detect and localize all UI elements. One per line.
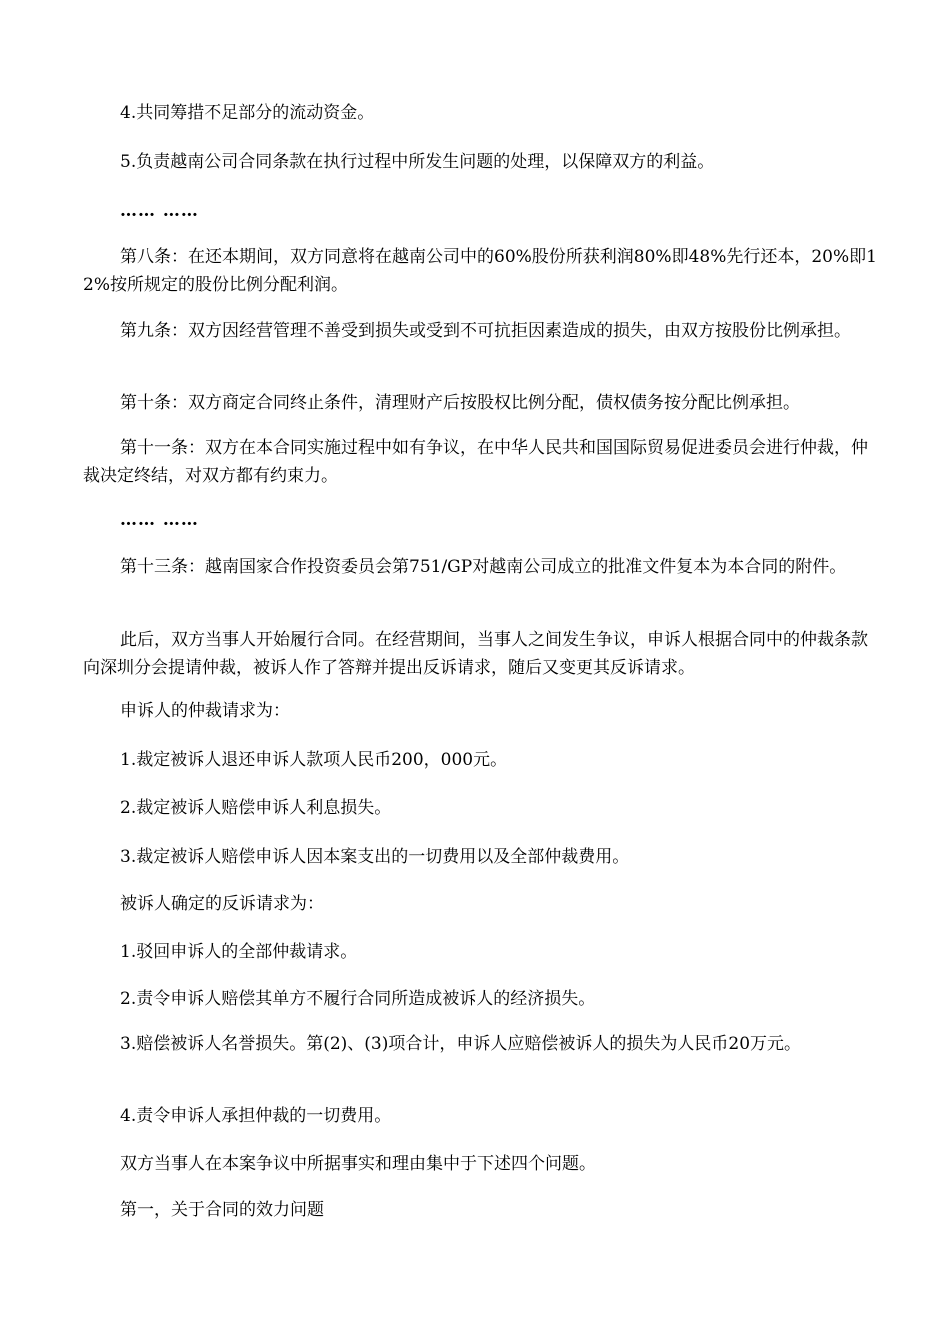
paragraph-article-9: 第九条：双方因经营管理不善受到损失或受到不可抗拒因素造成的损失，由双方按股份比例承担。 <box>120 321 851 341</box>
paragraph-article-8: 第八条：在还本期间，双方同意将在越南公司中的60%股份所获利润80%即48%先行还本，20%即12%按所规定的股份比例分配利润。 <box>83 247 877 295</box>
paragraph-summary: 双方当事人在本案争议中所据事实和理由集中于下述四个问题。 <box>120 1154 596 1174</box>
paragraph-counterclaim-3: 3.赔偿被诉人名誉损失。第(2)、(3)项合计，申诉人应赔偿被诉人的损失为人民币20万元。 <box>120 1034 802 1054</box>
paragraph-counterclaim-4: 4.责令申诉人承担仲裁的一切费用。 <box>120 1106 392 1126</box>
ellipsis-separator: …… …… <box>120 510 199 530</box>
paragraph-item-4: 4.共同筹措不足部分的流动资金。 <box>120 103 375 123</box>
paragraph-claimant-request-3: 3.裁定被诉人赔偿申诉人因本案支出的一切费用以及全部仲裁费用。 <box>120 847 630 867</box>
paragraph-article-10: 第十条：双方商定合同终止条件，清理财产后按股权比例分配，债权债务按分配比例承担。 <box>120 393 800 413</box>
paragraph-section-heading: 第一，关于合同的效力问题 <box>120 1200 324 1220</box>
paragraph-counterclaim-heading: 被诉人确定的反诉请求为： <box>120 894 324 914</box>
paragraph-article-11: 第十一条：双方在本合同实施过程中如有争议，在中华人民共和国国际贸易促进委员会进行仲裁，仲裁决定终结，对双方都有约束力。 <box>83 438 868 486</box>
ellipsis-separator: …… …… <box>120 201 199 221</box>
paragraph-item-5: 5.负责越南公司合同条款在执行过程中所发生问题的处理，以保障双方的利益。 <box>120 152 715 172</box>
paragraph-claimant-requests-heading: 申诉人的仲裁请求为： <box>120 701 290 721</box>
paragraph-claimant-request-2: 2.裁定被诉人赔偿申诉人利息损失。 <box>120 798 392 818</box>
paragraph-counterclaim-2: 2.责令申诉人赔偿其单方不履行合同所造成被诉人的经济损失。 <box>120 989 596 1009</box>
paragraph-counterclaim-1: 1.驳回申诉人的全部仲裁请求。 <box>120 942 358 962</box>
paragraph-background: 此后，双方当事人开始履行合同。在经营期间，当事人之间发生争议，申诉人根据合同中的仲裁条款向深圳分会提请仲裁，被诉人作了答辩并提出反诉请求，随后又变更其反诉请求。 <box>83 630 868 678</box>
paragraph-claimant-request-1: 1.裁定被诉人退还申诉人款项人民币200，000元。 <box>120 750 508 770</box>
paragraph-article-13: 第十三条：越南国家合作投资委员会第751/GP对越南公司成立的批准文件复本为本合同的附件。 <box>120 557 847 577</box>
